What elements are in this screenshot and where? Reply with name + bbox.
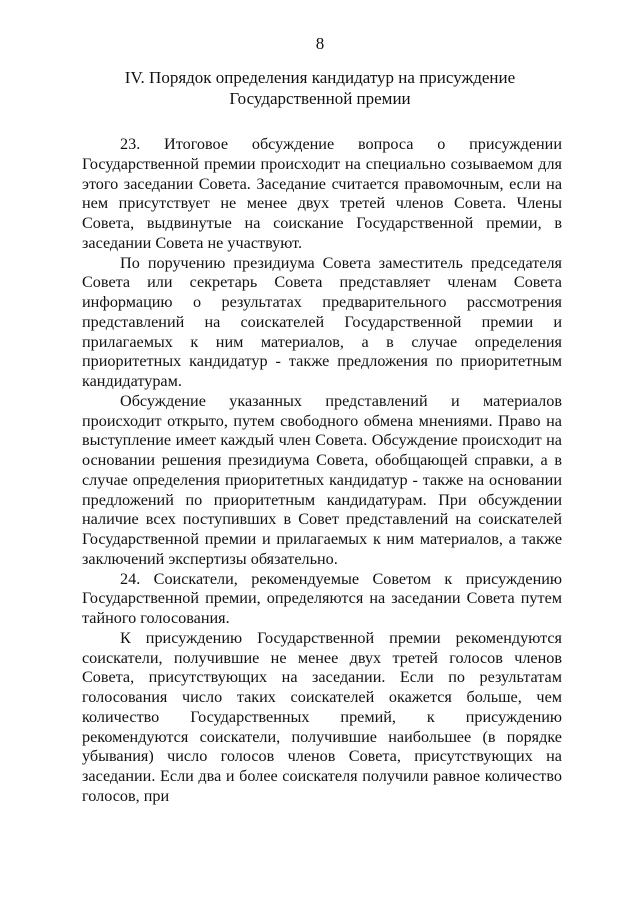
document-body <box>82 135 562 807</box>
section-title-line-2: Государственной премии <box>229 89 411 108</box>
paragraph-24: 24. Соискатели, рекомендуемые Советом к присуждению Государственной премии, определяются на заседании Совета путем тайного голосования. <box>82 569 562 627</box>
paragraph-discussion: Обсуждение указанных представлений и материалов происходит открыто, путем свободного обмена мнениями. Право на выступление имеет каждый член Совета. Обсуждение происходит на основании решения президиума Совета, обобщающей справки, а в случае определения приоритетных кандидатур - также на основании предложений по приоритетным кандидатурам. При обсуждении наличие всех поступивших в Совет представлений на соискателей Государственной премии и прилагаемых к ним материалов, а также заключений экспертизы обязательно. <box>82 391 562 568</box>
paragraph-23: 23. Итоговое обсуждение вопроса о присуждении Государственной премии происходит на специально созываемом для этого заседании Совета. Заседание считается правомочным, если на нем присутствует не менее двух третей членов Совета. Члены Совета, выдвинутые на соискание Государственной премии, в заседании Совета не участвуют. <box>82 135 562 252</box>
page-number: 8 <box>315 34 325 53</box>
section-title-line-1: IV. Порядок определения кандидатур на присуждение <box>124 68 516 87</box>
section-title <box>80 67 560 109</box>
paragraph-award-criteria: К присуждению Государственной премии рекомендуются соискатели, получившие не менее двух третей голосов членов Совета, присутствующих на заседании. Если по результатам голосования число таких соискателей окажется больше, чем количество Государственных премий, к присуждению рекомендуются соискатели, получившие наибольшее (в порядке убывания) число голосов членов Совета, присутствующих на заседании. Если два и более соискателя получили равное количество голосов, при <box>82 628 562 805</box>
paragraph-presidium-instruction: По поручению президиума Совета заместитель председателя Совета или секретарь Совета представляет членам Совета информацию о результатах предварительного рассмотрения представлений на соискателей Государственной премии и прилагаемых к ним материалов, а в случае определения приоритетных кандидатур - также предложения по приоритетным кандидатурам. <box>82 253 562 390</box>
